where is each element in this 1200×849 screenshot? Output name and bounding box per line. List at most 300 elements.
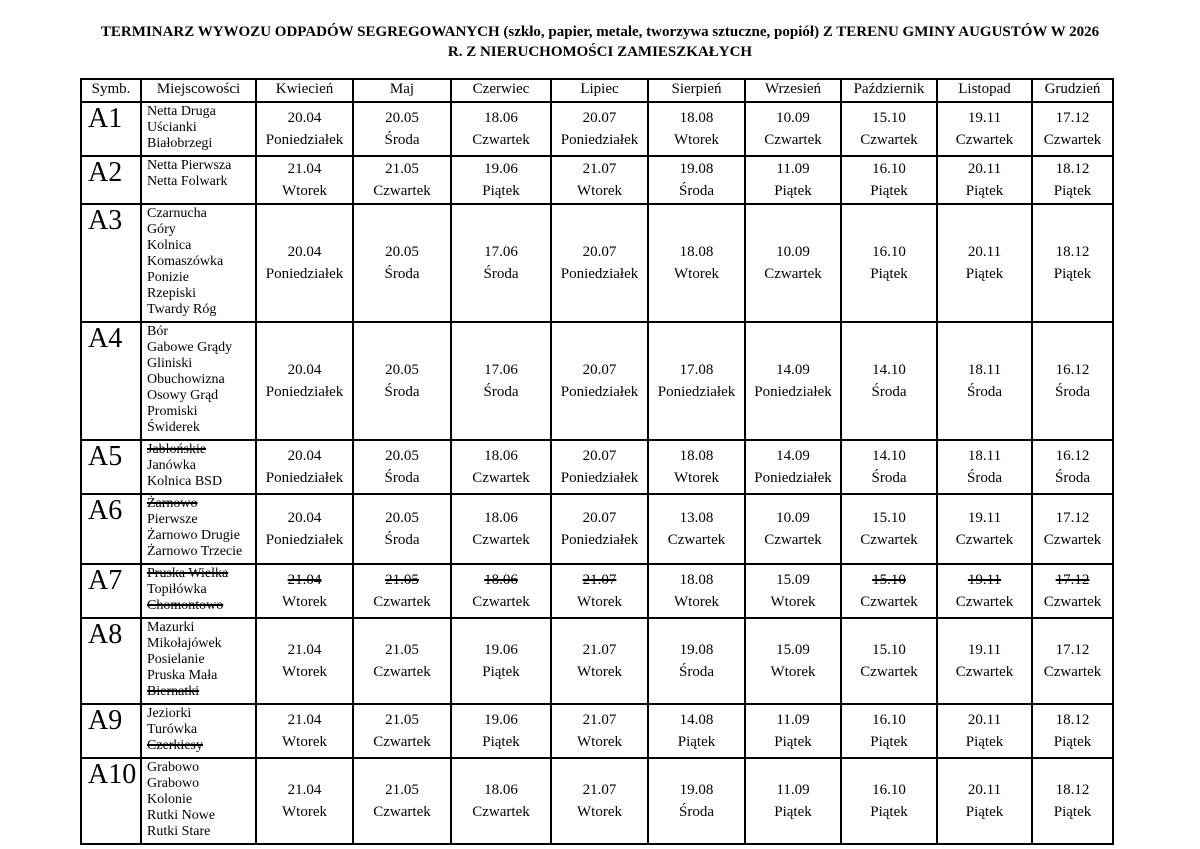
date-value: 15.10: [872, 642, 906, 658]
collection-date-cell: [937, 440, 1032, 494]
village-name: Turówka: [147, 722, 198, 737]
date-value: 20.04: [287, 362, 322, 378]
collection-date-cell: [451, 204, 551, 322]
day-name: Czwartek: [764, 132, 822, 148]
collection-date-cell: [937, 758, 1032, 844]
village-name: Rzepiski: [147, 286, 196, 301]
day-name: Środa: [384, 132, 420, 148]
date-value: 17.06: [484, 362, 518, 378]
collection-date-cell: [937, 494, 1032, 564]
collection-date-cell: [745, 564, 841, 618]
collection-date-cell: [841, 758, 937, 844]
column-header: Czerwiec: [451, 79, 551, 102]
village-name: Uścianki: [147, 120, 197, 135]
date-value: 19.06: [484, 642, 518, 658]
day-name: Wtorek: [674, 266, 719, 282]
collection-date-cell: [745, 322, 841, 440]
date-value: 21.07: [582, 782, 617, 798]
day-name: Środa: [384, 266, 420, 282]
collection-date-cell: [841, 204, 937, 322]
date-value: 18.06: [484, 448, 518, 464]
collection-date-cell: [551, 704, 648, 758]
collection-date-cell: [1032, 440, 1113, 494]
collection-date-cell: [551, 564, 648, 618]
date-value: 18.08: [679, 244, 714, 260]
collection-date-cell: [841, 156, 937, 204]
date-value: 20.04: [287, 110, 322, 126]
day-name: Poniedziałek: [754, 384, 832, 400]
date-value: 19.11: [967, 110, 1002, 126]
symbol-cell: A10: [81, 758, 141, 844]
collection-date-cell: [551, 618, 648, 704]
symbol-cell: A5: [81, 440, 141, 494]
date-value: 20.11: [967, 244, 1002, 260]
collection-date-cell: [353, 204, 451, 322]
village-name: Promiski: [147, 404, 198, 419]
table-row: [81, 204, 1113, 322]
day-name: Wtorek: [282, 183, 327, 199]
date-value: 17.06: [484, 244, 518, 260]
villages-cell: [141, 102, 256, 156]
date-value: 20.07: [582, 110, 617, 126]
schedule-table: [80, 78, 1114, 845]
date-value: 20.11: [967, 161, 1002, 177]
day-name: Czwartek: [472, 804, 530, 820]
day-name: Środa: [483, 384, 519, 400]
table-row: [81, 322, 1113, 440]
collection-date-cell: [841, 704, 937, 758]
day-name: Piątek: [1053, 804, 1092, 820]
village-name: Żarnowo: [147, 496, 198, 511]
date-value: 21.05: [385, 642, 419, 658]
villages-cell: [141, 494, 256, 564]
collection-date-cell: [937, 322, 1032, 440]
collection-date-cell: [1032, 618, 1113, 704]
day-name: Wtorek: [577, 594, 622, 610]
collection-date-cell: [841, 322, 937, 440]
date-value: 19.06: [484, 161, 518, 177]
date-value: 18.06: [484, 110, 518, 126]
date-value: 20.07: [582, 448, 617, 464]
collection-date-cell: [256, 440, 353, 494]
date-value: 16.12: [1055, 362, 1090, 378]
villages-cell: [141, 440, 256, 494]
date-value: 15.10: [872, 572, 906, 588]
day-name: Piątek: [965, 804, 1004, 820]
date-value: 19.11: [967, 642, 1002, 658]
day-name: Czwartek: [1043, 532, 1102, 548]
day-name: Środa: [871, 384, 907, 400]
date-value: 19.08: [679, 782, 714, 798]
collection-date-cell: [353, 758, 451, 844]
day-name: Czwartek: [860, 594, 918, 610]
collection-date-cell: [648, 204, 745, 322]
day-name: Czwartek: [860, 132, 918, 148]
date-value: 17.12: [1055, 642, 1090, 658]
date-value: 21.05: [385, 161, 419, 177]
collection-date-cell: [648, 440, 745, 494]
collection-date-cell: [451, 704, 551, 758]
date-value: 18.12: [1055, 712, 1090, 728]
date-value: 20.05: [385, 510, 419, 526]
day-name: Środa: [1055, 384, 1090, 400]
collection-date-cell: [745, 758, 841, 844]
date-value: 21.07: [582, 572, 617, 588]
day-name: Piątek: [1053, 734, 1092, 750]
collection-date-cell: [551, 494, 648, 564]
day-name: Poniedziałek: [657, 384, 736, 400]
collection-date-cell: [745, 102, 841, 156]
date-value: 20.07: [582, 362, 617, 378]
day-name: Środa: [967, 470, 1002, 486]
date-value: 11.09: [776, 782, 810, 798]
day-name: Piątek: [482, 183, 520, 199]
day-name: Środa: [384, 384, 420, 400]
day-name: Piątek: [774, 804, 812, 820]
date-value: 11.09: [776, 161, 810, 177]
day-name: Środa: [679, 804, 714, 820]
day-name: Czwartek: [667, 532, 726, 548]
collection-date-cell: [353, 322, 451, 440]
collection-date-cell: [353, 704, 451, 758]
column-header: Październik: [841, 79, 937, 102]
village-name: Pruska Mała: [147, 668, 218, 683]
date-value: 17.12: [1055, 110, 1090, 126]
date-value: 18.12: [1055, 161, 1090, 177]
village-name: Rutki Stare: [147, 824, 211, 839]
date-value: 18.06: [484, 572, 518, 588]
date-value: 14.10: [872, 362, 906, 378]
date-value: 10.09: [776, 110, 810, 126]
collection-date-cell: [353, 102, 451, 156]
day-name: Poniedziałek: [560, 470, 639, 486]
village-name: Pierwsze: [147, 512, 198, 527]
date-value: 20.05: [385, 244, 419, 260]
collection-date-cell: [353, 618, 451, 704]
village-name: Netta Folwark: [147, 174, 228, 189]
villages-cell: [141, 322, 256, 440]
day-name: Czwartek: [955, 532, 1014, 548]
village-name: Twardy Róg: [147, 302, 217, 317]
day-name: Poniedziałek: [265, 266, 344, 282]
date-value: 21.04: [287, 712, 322, 728]
date-value: 21.04: [287, 572, 322, 588]
day-name: Czwartek: [472, 532, 530, 548]
column-header: Miejscowości: [141, 79, 256, 102]
collection-date-cell: [1032, 204, 1113, 322]
day-name: Poniedziałek: [265, 470, 344, 486]
day-name: Poniedziałek: [560, 532, 639, 548]
date-value: 21.07: [582, 712, 617, 728]
collection-date-cell: [937, 204, 1032, 322]
village-name: Jeziorki: [147, 706, 192, 721]
collection-date-cell: [551, 758, 648, 844]
date-value: 18.08: [679, 110, 714, 126]
day-name: Czwartek: [472, 470, 530, 486]
header-row: [81, 79, 1113, 102]
village-name: Kolonie: [147, 792, 193, 807]
village-name: Góry: [147, 222, 176, 237]
collection-date-cell: [551, 156, 648, 204]
village-name: Czerkiesy: [147, 738, 203, 753]
column-header: Listopad: [937, 79, 1032, 102]
date-value: 20.04: [287, 448, 322, 464]
symbol-cell: A3: [81, 204, 141, 322]
village-name: Czarnucha: [147, 206, 207, 221]
date-value: 15.10: [872, 510, 906, 526]
day-name: Wtorek: [282, 594, 327, 610]
collection-date-cell: [1032, 704, 1113, 758]
collection-date-cell: [841, 564, 937, 618]
collection-date-cell: [451, 156, 551, 204]
date-value: 14.09: [776, 448, 810, 464]
date-value: 10.09: [776, 510, 810, 526]
day-name: Czwartek: [764, 266, 822, 282]
village-name: Obuchowizna: [147, 372, 225, 387]
village-name: Chomontowo: [147, 598, 224, 613]
day-name: Czwartek: [955, 664, 1014, 680]
date-value: 19.11: [967, 572, 1002, 588]
collection-date-cell: [648, 618, 745, 704]
collection-date-cell: [841, 102, 937, 156]
villages-cell: [141, 564, 256, 618]
collection-date-cell: [451, 322, 551, 440]
collection-date-cell: [841, 618, 937, 704]
collection-date-cell: [353, 156, 451, 204]
collection-date-cell: [1032, 322, 1113, 440]
date-value: 16.10: [872, 244, 906, 260]
date-value: 16.10: [872, 782, 906, 798]
date-value: 20.05: [385, 362, 419, 378]
table-row: [81, 494, 1113, 564]
date-value: 15.10: [872, 110, 906, 126]
village-name: Grabowo: [147, 776, 200, 791]
column-header: Lipiec: [551, 79, 648, 102]
day-name: Wtorek: [282, 804, 327, 820]
day-name: Wtorek: [770, 664, 816, 680]
collection-date-cell: [451, 618, 551, 704]
column-header: Kwiecień: [256, 79, 353, 102]
collection-date-cell: [353, 564, 451, 618]
villages-cell: [141, 704, 256, 758]
date-value: 14.10: [872, 448, 906, 464]
collection-date-cell: [451, 494, 551, 564]
date-value: 14.08: [679, 712, 714, 728]
collection-date-cell: [256, 156, 353, 204]
village-name: Komaszówka: [147, 254, 224, 269]
day-name: Wtorek: [577, 664, 622, 680]
date-value: 18.08: [679, 448, 714, 464]
date-value: 16.12: [1055, 448, 1090, 464]
collection-date-cell: [648, 494, 745, 564]
village-name: Topiłówka: [147, 582, 207, 597]
day-name: Wtorek: [674, 594, 719, 610]
day-name: Czwartek: [472, 594, 530, 610]
day-name: Poniedziałek: [560, 266, 639, 282]
date-value: 18.12: [1055, 244, 1090, 260]
day-name: Czwartek: [860, 664, 918, 680]
day-name: Wtorek: [577, 734, 622, 750]
table-row: [81, 758, 1113, 844]
collection-date-cell: [937, 156, 1032, 204]
village-name: Pruska Wielka: [147, 566, 229, 581]
date-value: 21.05: [385, 782, 419, 798]
date-value: 21.04: [287, 161, 322, 177]
date-value: 18.11: [967, 362, 1002, 378]
village-name: Mazurki: [147, 620, 195, 635]
day-name: Piątek: [870, 183, 908, 199]
collection-date-cell: [937, 618, 1032, 704]
collection-date-cell: [937, 102, 1032, 156]
collection-date-cell: [451, 440, 551, 494]
village-name: Rutki Nowe: [147, 808, 216, 823]
column-header: Symb.: [81, 79, 141, 102]
day-name: Piątek: [774, 734, 812, 750]
village-name: Żarnowo Drugie: [147, 528, 240, 543]
collection-date-cell: [745, 618, 841, 704]
symbol-cell: A9: [81, 704, 141, 758]
date-value: 19.08: [679, 642, 714, 658]
day-name: Wtorek: [674, 132, 719, 148]
date-value: 16.10: [872, 712, 906, 728]
day-name: Środa: [967, 384, 1002, 400]
collection-date-cell: [937, 564, 1032, 618]
village-name: Świderek: [147, 420, 200, 435]
day-name: Piątek: [965, 183, 1004, 199]
collection-date-cell: [256, 704, 353, 758]
day-name: Czwartek: [373, 594, 431, 610]
collection-date-cell: [256, 618, 353, 704]
day-name: Piątek: [870, 266, 908, 282]
day-name: Wtorek: [674, 470, 719, 486]
villages-cell: [141, 204, 256, 322]
date-value: 14.09: [776, 362, 810, 378]
day-name: Wtorek: [770, 594, 816, 610]
date-value: 10.09: [776, 244, 810, 260]
village-name: Mikołajówek: [147, 636, 222, 651]
date-value: 21.07: [582, 642, 617, 658]
symbol-cell: A1: [81, 102, 141, 156]
collection-date-cell: [1032, 494, 1113, 564]
day-name: Czwartek: [764, 532, 822, 548]
day-name: Czwartek: [472, 132, 530, 148]
day-name: Piątek: [1053, 183, 1092, 199]
symbol-cell: A7: [81, 564, 141, 618]
day-name: Czwartek: [955, 594, 1014, 610]
collection-date-cell: [648, 758, 745, 844]
day-name: Piątek: [482, 734, 520, 750]
collection-date-cell: [841, 440, 937, 494]
table-row: [81, 102, 1113, 156]
date-value: 15.09: [776, 642, 810, 658]
collection-date-cell: [551, 102, 648, 156]
collection-date-cell: [451, 102, 551, 156]
village-name: Biernatki: [147, 684, 200, 699]
day-name: Środa: [679, 664, 714, 680]
village-name: Netta Druga: [147, 104, 216, 119]
column-header: Wrzesień: [745, 79, 841, 102]
date-value: 18.06: [484, 510, 518, 526]
village-name: Gliniski: [147, 356, 193, 371]
village-name: Żarnowo Trzecie: [147, 544, 243, 559]
village-name: Białobrzegi: [147, 136, 213, 151]
villages-cell: [141, 156, 256, 204]
collection-date-cell: [256, 758, 353, 844]
day-name: Poniedziałek: [560, 132, 639, 148]
collection-date-cell: [353, 494, 451, 564]
day-name: Środa: [679, 183, 714, 199]
day-name: Piątek: [965, 266, 1004, 282]
village-name: Ponizie: [147, 270, 189, 285]
village-name: Osowy Grąd: [147, 388, 219, 403]
day-name: Piątek: [965, 734, 1004, 750]
collection-date-cell: [256, 494, 353, 564]
date-value: 17.12: [1055, 572, 1090, 588]
collection-date-cell: [256, 564, 353, 618]
day-name: Czwartek: [373, 183, 431, 199]
collection-date-cell: [256, 322, 353, 440]
collection-date-cell: [451, 758, 551, 844]
collection-date-cell: [745, 204, 841, 322]
day-name: Czwartek: [860, 532, 918, 548]
village-name: Gabowe Grądy: [147, 340, 233, 355]
column-header: Maj: [353, 79, 451, 102]
date-value: 20.07: [582, 510, 617, 526]
day-name: Piątek: [870, 804, 908, 820]
village-name: Janówka: [147, 458, 196, 473]
table-row: [81, 704, 1113, 758]
collection-date-cell: [648, 322, 745, 440]
date-value: 17.12: [1055, 510, 1090, 526]
date-value: 21.05: [385, 712, 419, 728]
day-name: Poniedziałek: [265, 384, 344, 400]
day-name: Poniedziałek: [754, 470, 832, 486]
day-name: Wtorek: [282, 664, 327, 680]
day-name: Piątek: [482, 664, 520, 680]
collection-date-cell: [648, 564, 745, 618]
collection-date-cell: [648, 156, 745, 204]
collection-date-cell: [256, 204, 353, 322]
collection-date-cell: [745, 494, 841, 564]
collection-date-cell: [1032, 102, 1113, 156]
day-name: Środa: [384, 470, 420, 486]
date-value: 20.11: [967, 712, 1002, 728]
date-value: 15.09: [776, 572, 810, 588]
table-row: [81, 156, 1113, 204]
collection-date-cell: [937, 704, 1032, 758]
day-name: Wtorek: [282, 734, 327, 750]
day-name: Czwartek: [1043, 664, 1102, 680]
collection-date-cell: [256, 102, 353, 156]
date-value: 21.05: [385, 572, 419, 588]
village-name: Posielanie: [147, 652, 205, 667]
day-name: Piątek: [1053, 266, 1092, 282]
table-row: [81, 564, 1113, 618]
village-name: Grabowo: [147, 760, 200, 775]
village-name: Kolnica: [147, 238, 192, 253]
day-name: Czwartek: [1043, 132, 1102, 148]
day-name: Wtorek: [577, 804, 622, 820]
table-row: [81, 440, 1113, 494]
collection-date-cell: [1032, 758, 1113, 844]
collection-date-cell: [1032, 564, 1113, 618]
day-name: Środa: [871, 470, 907, 486]
schedule-body: [81, 102, 1113, 844]
symbol-cell: A6: [81, 494, 141, 564]
collection-date-cell: [745, 440, 841, 494]
day-name: Czwartek: [373, 804, 431, 820]
date-value: 20.04: [287, 244, 322, 260]
